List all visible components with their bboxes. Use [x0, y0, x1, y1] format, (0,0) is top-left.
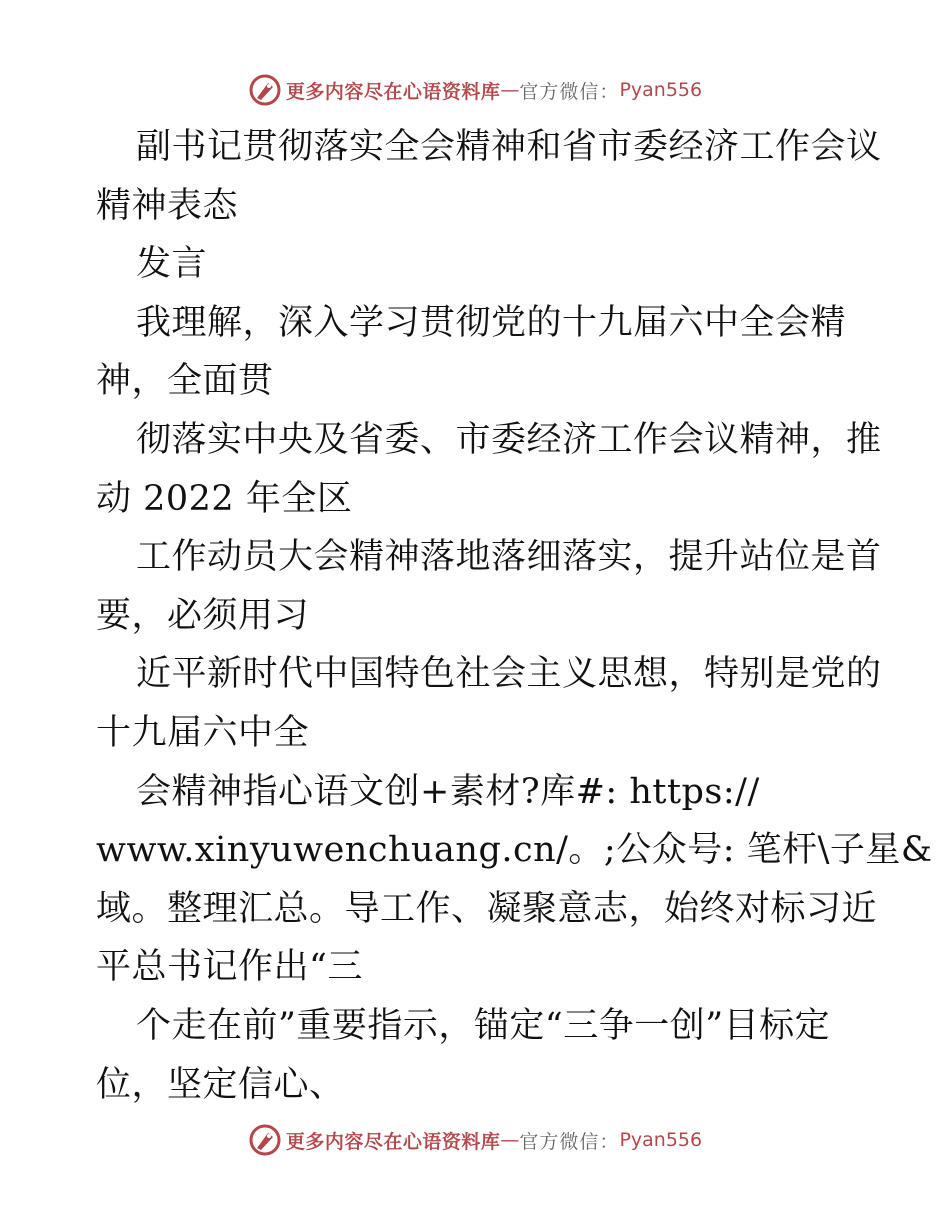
text-line: www.xinyuwenchuang.cn/。;公众号: 笔杆\子星&: [96, 830, 933, 871]
text-line: 要，必须用习: [96, 595, 310, 636]
watermark-brand: 更多内容尽在心语资料库: [285, 80, 501, 103]
text-line: 我理解，深入学习贯彻党的十九届六中全会精: [136, 302, 847, 343]
text-line: 十九届六中全: [96, 712, 310, 753]
text-line: 位，坚定信心、: [96, 1064, 345, 1105]
pen-nib-logo-icon: [248, 73, 282, 107]
watermark-account: Pyan556: [619, 1129, 703, 1151]
text-line: 工作动员大会精神落地落细落实，提升站位是首: [136, 537, 882, 578]
text-line: 动 2022 年全区: [96, 478, 353, 519]
text-line: 副书记贯彻落实全会精神和省市委经济工作会议: [136, 127, 882, 167]
watermark-account: Pyan556: [619, 79, 703, 101]
footer-watermark: [0, 1120, 950, 1160]
text-line: 精神表态: [96, 185, 239, 226]
text-line: 神，全面贯: [96, 361, 274, 402]
text-line: 发言: [136, 244, 208, 285]
text-line: 近平新时代中国特色社会主义思想，特别是党的: [136, 654, 882, 695]
text-line: 平总书记作出“三: [96, 947, 363, 988]
text-line: 会精神指心语文创+素材?库#: https://: [136, 771, 760, 812]
text-line: 彻落实中央及省委、市委经济工作会议精神，推: [136, 419, 882, 460]
watermark-separator: —: [500, 1129, 520, 1151]
watermark-brand: 更多内容尽在心语资料库: [285, 1130, 501, 1153]
text-line: 域。整理汇总。导工作、凝聚意志，始终对标习近: [96, 888, 878, 929]
header-watermark: [0, 70, 950, 110]
document-body: [96, 118, 933, 1114]
pen-nib-logo-icon: [248, 1123, 282, 1157]
text-line: 个走在前”重要指示，锚定“三争一创”目标定: [136, 1005, 831, 1046]
watermark-official-label: 官方微信：: [519, 80, 620, 103]
watermark-official-label: 官方微信：: [519, 1130, 620, 1153]
watermark-separator: —: [500, 79, 520, 101]
